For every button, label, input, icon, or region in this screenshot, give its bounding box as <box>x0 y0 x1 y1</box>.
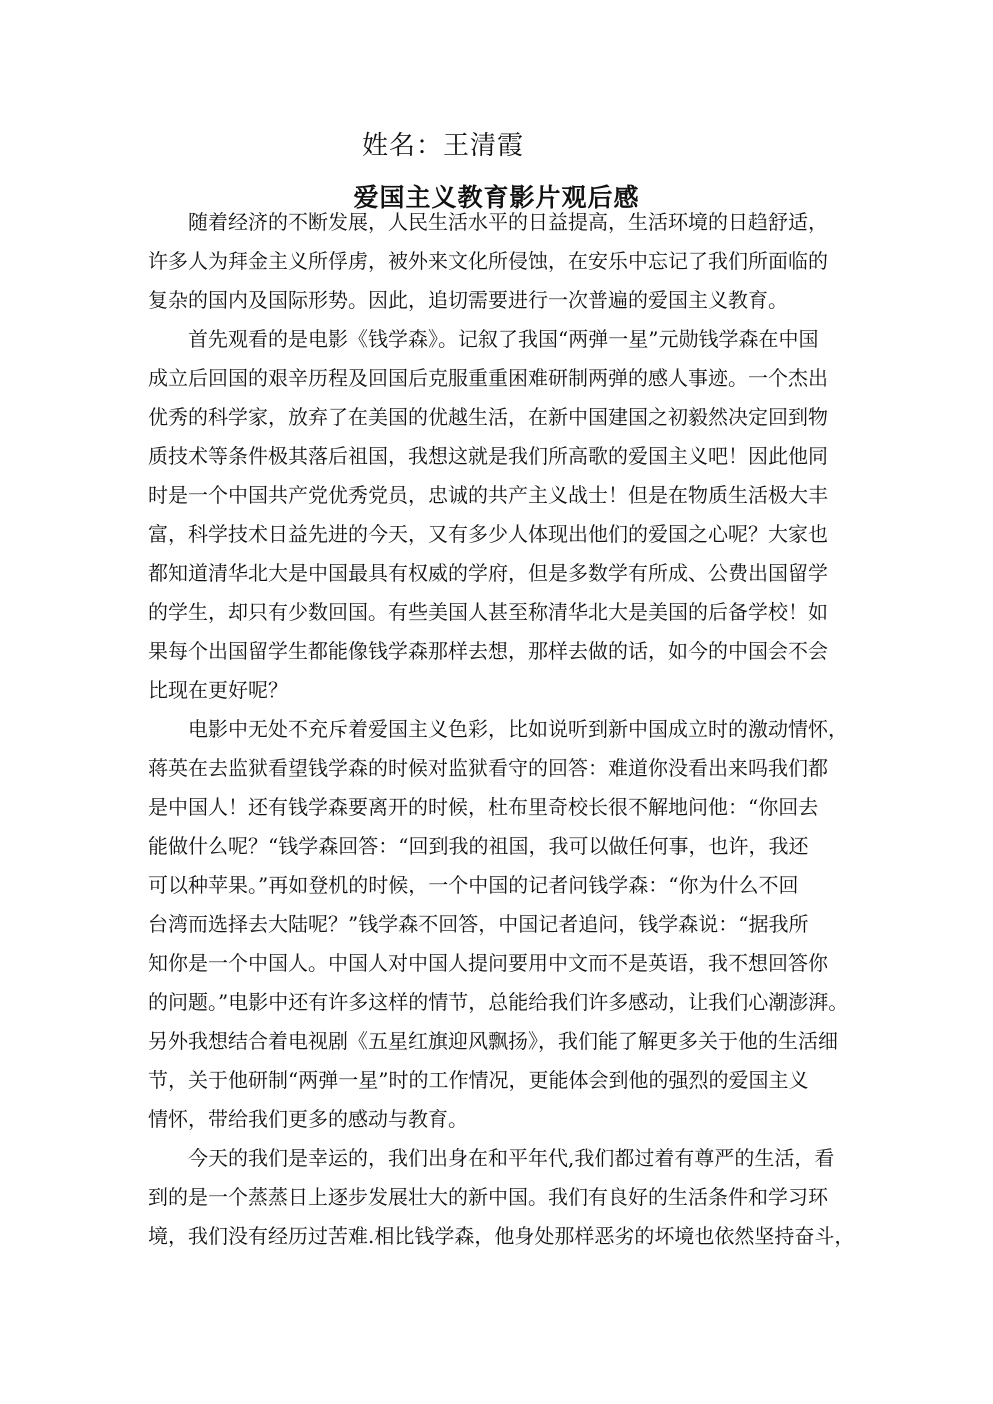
text-line: 是中国人！还有钱学森要离开的时候，杜布里奇校长很不解地问他：“你回去 <box>148 795 819 819</box>
text-line: 许多人为拜金主义所俘虏，被外来文化所侵蚀，在安乐中忘记了我们所面临的 <box>148 249 828 273</box>
text-line: 蒋英在去监狱看望钱学森的时候对监狱看守的回答：难道你没看出来吗我们都 <box>148 756 828 780</box>
text-line: 果每个出国留学生都能像钱学森那样去想，那样去做的话，如今的中国会不会 <box>148 639 828 663</box>
text-line: 节，关于他研制“两弹一星”时的工作情况，更能体会到他的强烈的爱国主义 <box>148 1068 809 1092</box>
text-line: 时是一个中国共产党优秀党员，忠诚的共产主义战士！但是在物质生活极大丰 <box>148 483 828 507</box>
text-line: 今天的我们是幸运的，我们出身在和平年代,我们都过着有尊严的生活，看 <box>188 1146 835 1170</box>
text-line: 首先观看的是电影《钱学森》。记叙了我国“两弹一星”元勋钱学森在中国 <box>188 327 819 351</box>
text-line: 台湾而选择去大陆呢？”钱学森不回答，中国记者追问，钱学森说：“据我所 <box>148 912 809 936</box>
text-line: 另外我想结合着电视剧《五星红旗迎风飘扬》，我们能了解更多关于他的生活细 <box>148 1029 838 1053</box>
text-line: 都知道清华北大是中国最具有权威的学府，但是多数学有所成、公费出国留学 <box>148 561 828 585</box>
text-line: 可以种苹果。”再如登机的时候，一个中国的记者问钱学森：“你为什么不回 <box>148 873 799 897</box>
text-line: 随着经济的不断发展，人民生活水平的日益提高，生活环境的日趋舒适， <box>188 210 828 234</box>
text-line: 到的是一个蒸蒸日上逐步发展壮大的新中国。我们有良好的生活条件和学习环 <box>148 1185 828 1209</box>
text-line: 境，我们没有经历过苦难.相比钱学森，他身处那样恶劣的坏境也依然坚持奋斗， <box>148 1224 855 1248</box>
text-line: 复杂的国内及国际形势。因此，追切需要进行一次普遍的爱国主义教育。 <box>148 288 788 312</box>
text-line: 比现在更好呢？ <box>148 678 288 702</box>
essay-title: 爱国主义教育影片观后感 <box>353 183 640 212</box>
author-name: 姓名：王清霞 <box>362 131 525 161</box>
text-line: 知你是一个中国人。中国人对中国人提问要用中文而不是英语，我不想回答你 <box>148 951 828 975</box>
text-line: 的问题。”电影中还有许多这样的情节，总能给我们许多感动，让我们心潮澎湃。 <box>148 990 849 1014</box>
text-line: 优秀的科学家，放弃了在美国的优越生活，在新中国建国之初毅然决定回到物 <box>148 405 828 429</box>
text-line: 富，科学技术日益先进的今天，又有多少人体现出他们的爱国之心呢？大家也 <box>148 522 828 546</box>
text-line: 情怀，带给我们更多的感动与教育。 <box>148 1107 468 1131</box>
text-line: 质技术等条件极其落后祖国，我想这就是我们所高歌的爱国主义吧！因此他同 <box>148 444 828 468</box>
text-line: 的学生，却只有少数回国。有些美国人甚至称清华北大是美国的后备学校！如 <box>148 600 828 624</box>
text-line: 成立后回国的艰辛历程及回国后克服重重困难研制两弹的感人事迹。一个杰出 <box>148 366 828 390</box>
text-line: 电影中无处不充斥着爱国主义色彩，比如说听到新中国成立时的激动情怀， <box>188 717 848 741</box>
text-line: 能做什么呢？“钱学森回答：“回到我的祖国，我可以做任何事，也许，我还 <box>148 834 809 858</box>
